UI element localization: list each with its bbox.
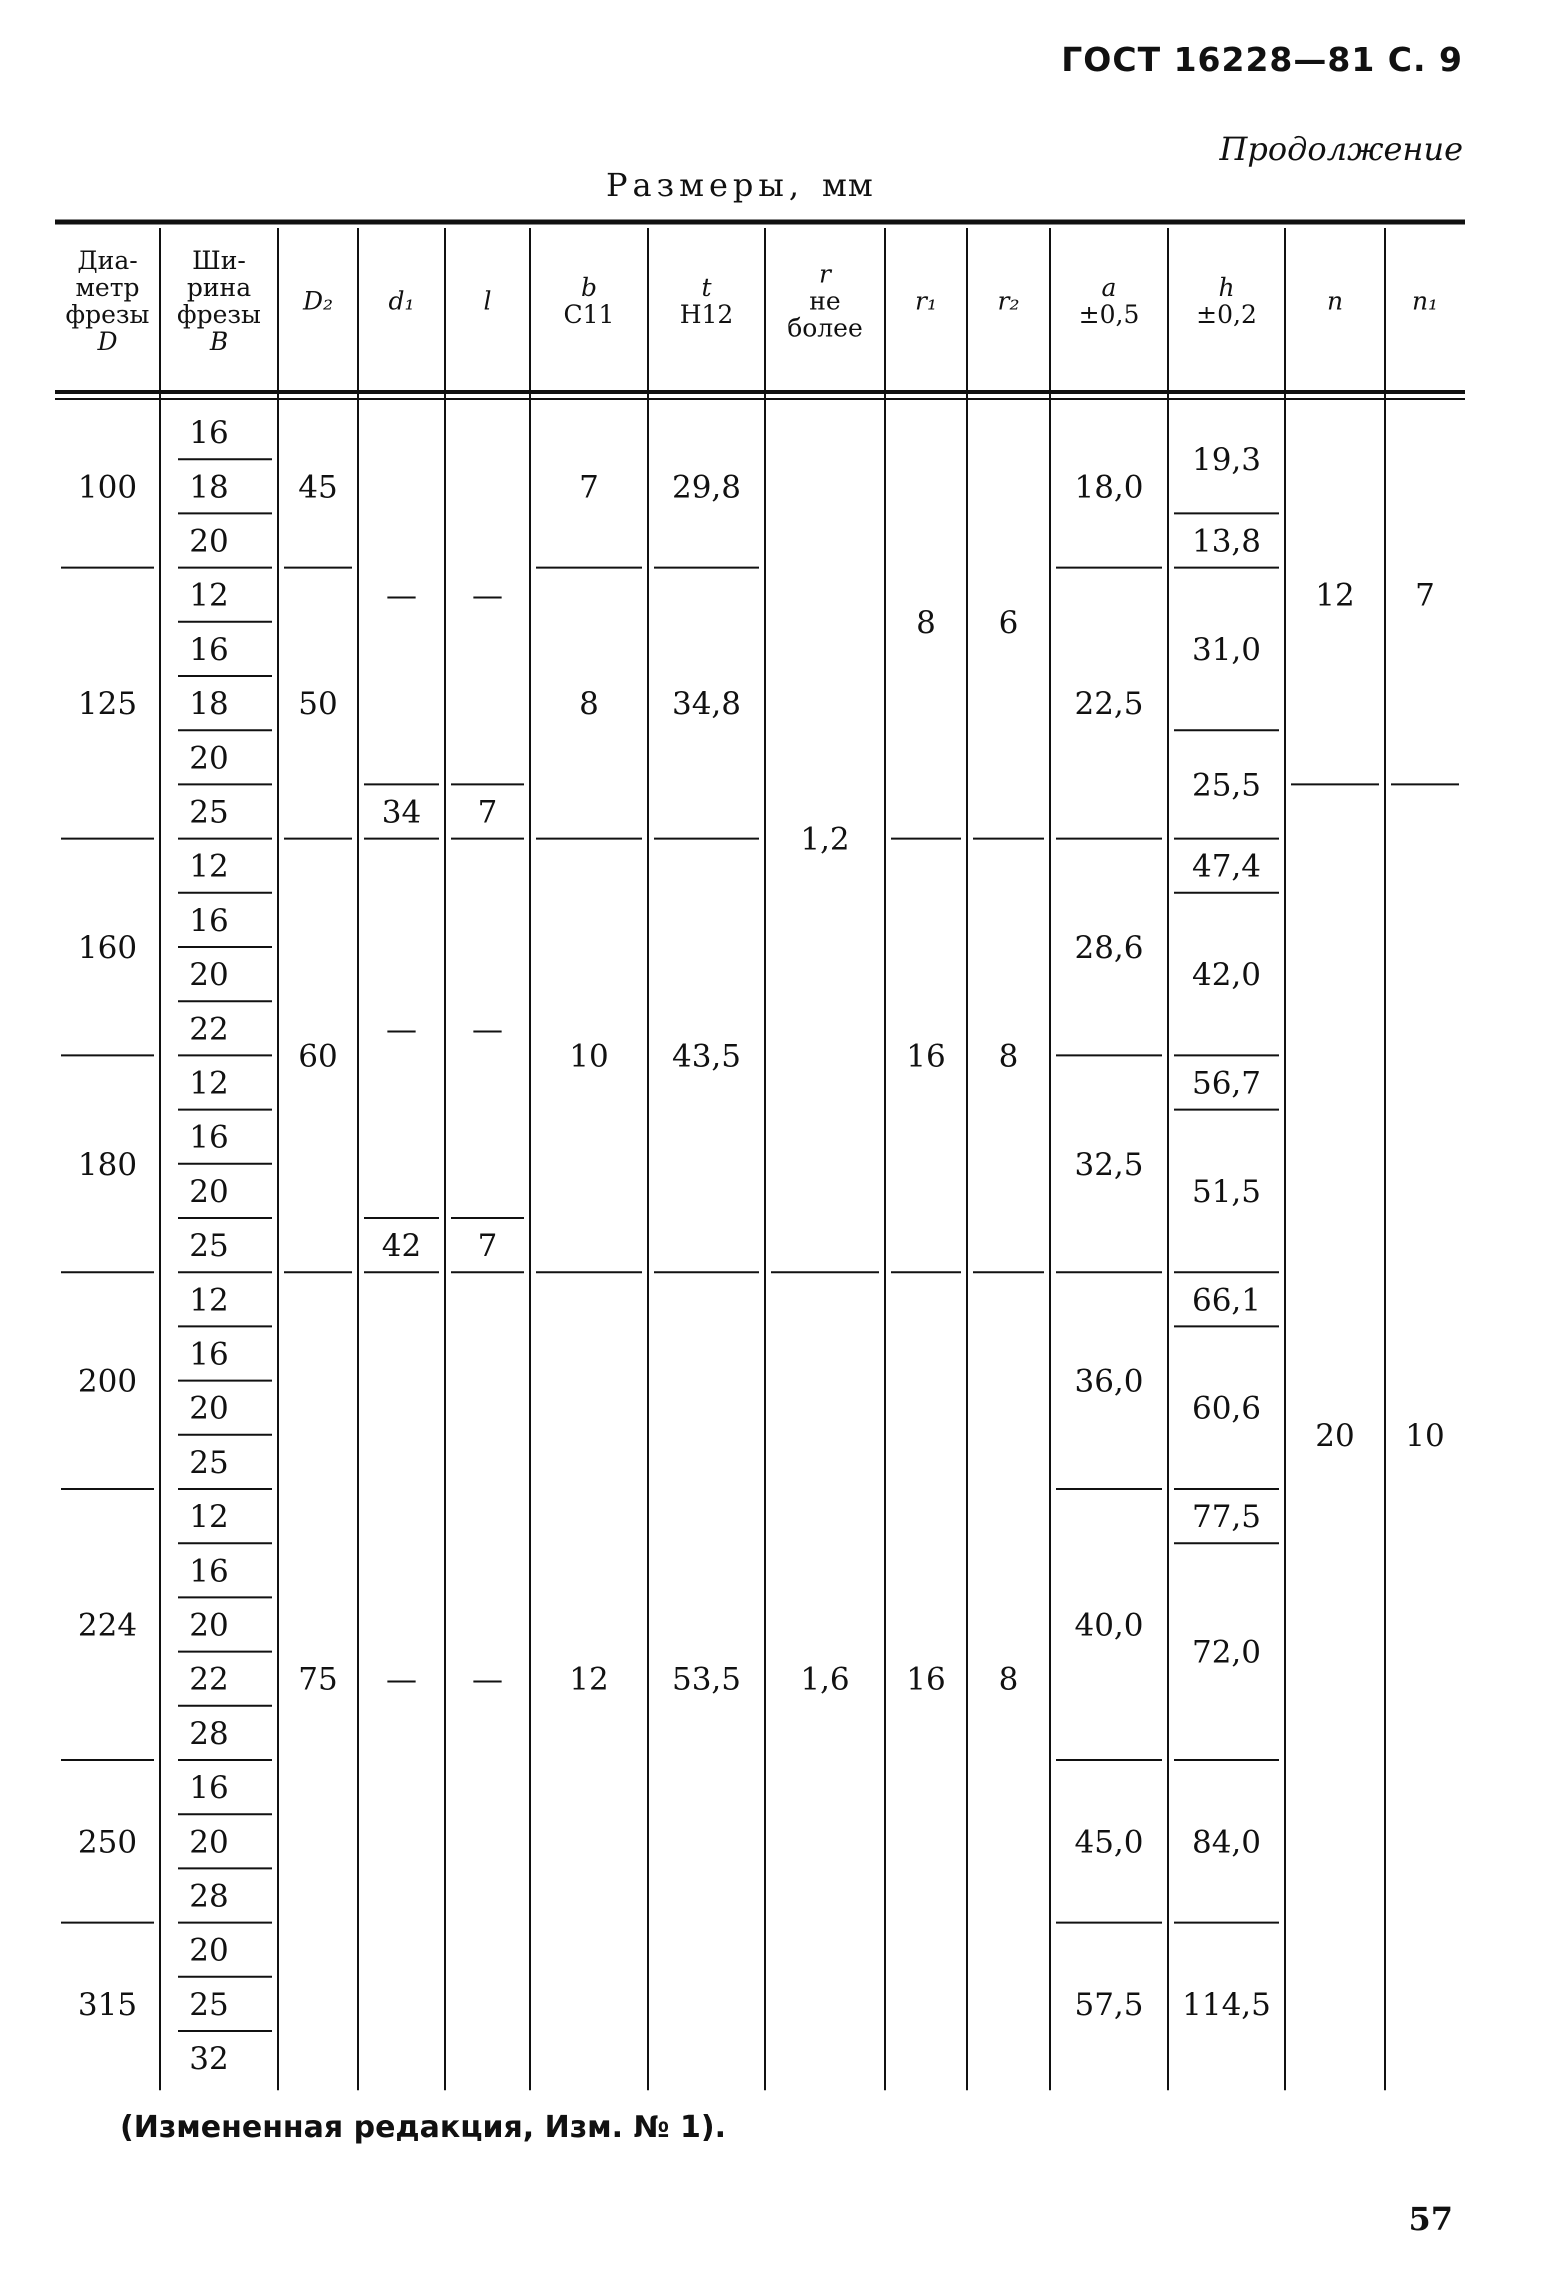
cell-B: 28 [189,1878,229,1915]
cell-h: 84,0 [1191,1824,1262,1861]
cell-h: 51,5 [1191,1173,1262,1210]
cell-h: 60,6 [1191,1390,1262,1427]
cell-B: 25 [189,794,229,831]
cell-t: 53,5 [671,1661,742,1698]
cell-B: 16 [189,1119,229,1156]
cell-r: 1,6 [800,1661,850,1698]
cell-l: — [472,1661,503,1698]
header-l: l [483,286,492,316]
header-D: Диа- [77,246,138,275]
cell-D: 250 [77,1824,138,1861]
cell-d1: 34 [381,794,422,831]
header-t: t [701,273,712,302]
cell-t: 34,8 [671,686,742,723]
cell-r1: 16 [906,1661,946,1698]
cell-B: 16 [189,415,229,452]
cell-B: 32 [189,2041,229,2078]
cell-D: 100 [77,469,138,506]
cell-B: 16 [189,1336,229,1373]
cell-B: 20 [189,1390,229,1427]
cell-n: 12 [1315,577,1355,614]
cell-d1: — [386,1661,417,1698]
cell-D2: 45 [298,469,338,506]
cell-t: 29,8 [671,469,742,506]
cell-B: 20 [189,740,229,777]
header-B: фрезы [177,300,261,329]
header-B: B [209,327,229,356]
cell-l: 7 [477,794,498,831]
cell-b: 7 [579,469,599,506]
cell-l: — [472,577,503,614]
header-D: D [97,327,118,356]
cell-n: 20 [1315,1417,1355,1454]
cell-b: 10 [569,1038,609,1075]
header-h: h [1218,273,1235,302]
header-n: n [1326,286,1344,316]
cell-B: 20 [189,1173,229,1210]
cell-a: 57,5 [1074,1986,1144,2023]
cell-B: 12 [189,848,229,885]
cell-D: 180 [77,1146,138,1183]
cell-B: 12 [189,1282,229,1319]
header-r: r [819,259,831,289]
cell-B: 25 [189,1228,229,1265]
cell-B: 16 [189,902,229,939]
cell-h: 114,5 [1182,1986,1271,2023]
cell-h: 56,7 [1191,1065,1262,1102]
cell-h: 77,5 [1191,1499,1262,1536]
cell-h: 13,8 [1191,523,1262,560]
cell-t: 43,5 [671,1038,742,1075]
cell-B: 20 [189,1932,229,1969]
cell-r2: 8 [998,1038,1019,1075]
cell-n1: 7 [1415,577,1435,614]
header-B: Ши- [192,246,246,275]
header-a: a [1101,273,1117,302]
cell-D: 200 [77,1363,138,1400]
cell-h: 19,3 [1191,442,1262,479]
cell-B: 20 [189,1824,229,1861]
cell-B: 22 [189,1011,229,1048]
cell-h: 47,4 [1191,848,1262,885]
footnote: (Измененная редакция, Изм. № 1). [120,2110,727,2145]
cell-a: 18,0 [1074,469,1144,506]
cell-B: 22 [189,1661,229,1698]
cell-B: 20 [189,523,229,560]
cell-r: 1,2 [800,821,850,858]
header-b: b [580,273,598,302]
header-D: фрезы [65,300,150,329]
cell-a: 36,0 [1074,1363,1144,1400]
cell-B: 12 [189,1499,229,1536]
cell-D: 160 [77,930,138,966]
cell-r1: 8 [916,604,936,641]
units-label: Размеры, [606,166,805,204]
cell-B: 18 [189,686,229,723]
cell-a: 32,5 [1074,1146,1144,1183]
cell-d1: — [386,577,417,614]
header-b: C11 [563,300,615,329]
cell-l: — [472,1011,503,1048]
cell-r2: 8 [998,1661,1019,1698]
header-a: ±0,5 [1078,300,1140,329]
cell-D: 315 [77,1986,138,2023]
cell-b: 12 [569,1661,609,1698]
header-r: не [809,286,841,316]
cell-d1: — [386,1011,417,1048]
cell-B: 20 [189,957,229,994]
page-header: ГОСТ 16228—81 С. 9 [1061,40,1463,79]
cell-B: 12 [189,1065,229,1102]
header-r: более [787,313,863,343]
header-r1: r₁ [915,286,937,316]
header-d1: d₁ [388,286,415,316]
header-n1: n₁ [1411,286,1439,316]
cell-B: 16 [189,1770,229,1807]
units-mm: мм [822,166,874,204]
header-h: ±0,2 [1196,300,1257,329]
cell-r1: 16 [906,1038,946,1075]
page-number: 57 [1408,2200,1453,2238]
cell-r2: 6 [998,604,1019,641]
cell-h: 25,5 [1191,767,1262,804]
cell-h: 66,1 [1191,1282,1262,1319]
cell-B: 12 [189,577,229,614]
header-D: метр [75,273,140,302]
cell-a: 40,0 [1074,1607,1144,1644]
cell-B: 16 [189,1553,229,1590]
cell-D: 224 [77,1607,138,1644]
cell-b: 8 [579,686,599,723]
cell-B: 20 [189,1607,229,1644]
cell-h: 42,0 [1191,957,1262,994]
cell-h: 31,0 [1191,631,1262,668]
header-D2: D₂ [302,286,334,316]
cell-a: 45,0 [1074,1824,1144,1861]
cell-D: 125 [77,686,138,723]
header-B: рина [186,273,252,302]
cell-B: 28 [189,1715,229,1752]
cell-D2: 60 [298,1038,338,1075]
header-r2: r₂ [997,286,1020,316]
cell-n1: 10 [1405,1417,1445,1454]
cell-B: 25 [189,1444,229,1481]
cell-d1: 42 [381,1228,422,1265]
cell-l: 7 [477,1228,498,1265]
cell-a: 22,5 [1074,686,1144,723]
header-t: H12 [679,300,734,329]
cell-a: 28,6 [1074,930,1144,966]
cell-B: 16 [189,631,229,668]
cell-B: 18 [189,469,229,506]
cell-h: 72,0 [1191,1634,1262,1671]
cell-B: 25 [189,1986,229,2023]
continuation-label: Продолжение [1219,130,1463,168]
cell-D2: 50 [298,686,338,723]
cell-D2: 75 [298,1661,338,1698]
